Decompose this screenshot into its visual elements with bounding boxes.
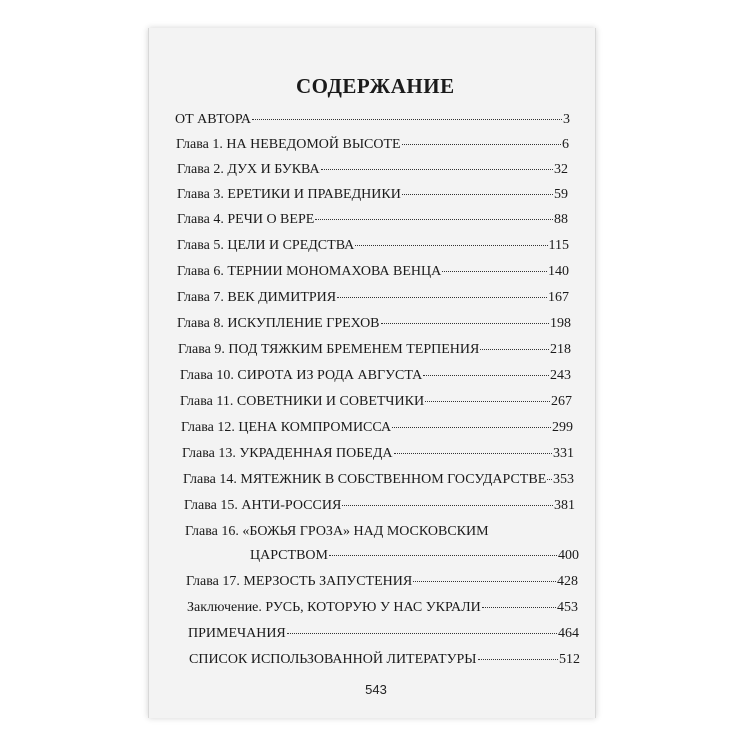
toc-entry[interactable] [180,394,572,410]
toc-entry-title: АНТИ-РОССИЯ [241,498,342,513]
dot-leader [425,401,550,402]
toc-entry-page: 198 [550,316,571,331]
toc-entry[interactable] [177,264,569,280]
toc-entry-prefix: Глава 6. [177,264,224,279]
toc-entry-title: ПОД ТЯЖКИМ БРЕМЕНЕМ ТЕРПЕНИЯ [228,342,480,357]
toc-entry-prefix: Глава 7. [177,290,224,305]
toc-entry[interactable] [177,290,569,306]
toc-entry-page: 331 [553,446,574,461]
toc-entry-prefix: Глава 13. [182,446,236,461]
toc-entry[interactable] [177,162,568,178]
toc-entry-page: 167 [548,290,569,305]
toc-entry-label [186,574,412,590]
toc-entry[interactable] [176,137,569,153]
dot-leader [402,144,561,145]
toc-entry-label [175,112,251,128]
toc-entry-prefix: Глава 1. [176,137,223,152]
toc-entry-label [184,498,341,514]
dot-leader [547,479,552,480]
dot-leader [329,555,557,556]
toc-entry-prefix: Заключение. [187,600,262,615]
dot-leader [252,119,562,120]
dot-leader [402,194,553,195]
toc-entry-page: 59 [554,187,568,202]
toc-entry-title: ДУХ И БУКВА [227,162,320,177]
toc-entry-title: ВЕК ДИМИТРИЯ [227,290,337,305]
dot-leader [482,607,556,608]
dot-leader [355,245,547,246]
toc-entry-title: УКРАДЕННАЯ ПОБЕДА [239,446,393,461]
dot-leader [381,323,549,324]
toc-entry-label [177,212,314,228]
toc-entry-page: 299 [552,420,573,435]
toc-entry-label [189,652,477,668]
toc-entry-page: 6 [562,137,569,152]
toc-entry-prefix: Глава 17. [186,574,240,589]
toc-entry-page: 353 [553,472,574,487]
toc-entry-title: СОВЕТНИКИ И СОВЕТЧИКИ [236,394,425,409]
toc-entry-title: РЕЧИ О ВЕРЕ [227,212,315,227]
toc-entry-label [187,600,481,616]
toc-entry-prefix: Глава 8. [177,316,224,331]
toc-entry-page: 140 [548,264,569,279]
toc-entry-prefix: Глава 3. [177,187,224,202]
toc-entry-prefix: Глава 14. [183,472,237,487]
dot-leader [423,375,549,376]
toc-entry-line1 [185,524,489,540]
toc-entry-title: ОТ АВТОРА [175,112,252,127]
dot-leader [478,659,559,660]
toc-entry-label [177,290,336,306]
toc-entry-title: ЕРЕТИКИ И ПРАВЕДНИКИ [227,187,401,202]
toc-entry-title: МЕРЗОСТЬ ЗАПУСТЕНИЯ [243,574,413,589]
toc-entry-page: 88 [554,212,568,227]
toc-entry-prefix: Глава 2. [177,162,224,177]
toc-entry-label [177,238,354,254]
toc-entry-title-continued: ЦАРСТВОМ [250,548,328,563]
toc-entry[interactable] [178,342,571,358]
toc-entry[interactable] [182,446,574,462]
toc-entry-prefix: Глава 5. [177,238,224,253]
toc-entry-label [188,626,286,642]
toc-entry[interactable] [250,548,579,564]
toc-entry-page: 400 [558,548,579,563]
toc-entry-label [178,342,479,358]
toc-entry-label [181,420,391,436]
toc-entry-title: ПРИМЕЧАНИЯ [188,626,286,641]
toc-entry[interactable] [187,600,578,616]
toc-entry-prefix: Глава 9. [178,342,225,357]
dot-leader [392,427,551,428]
toc-entry[interactable] [184,498,575,514]
dot-leader [342,505,553,506]
dot-leader [442,271,547,272]
toc-entry-page: 453 [557,600,578,615]
toc-entry-page: 3 [563,112,570,127]
toc-entry-page: 243 [550,368,571,383]
toc-entry-label [182,446,393,462]
dot-leader [480,349,549,350]
toc-entry-title: МЯТЕЖНИК В СОБСТВЕННОМ ГОСУДАРСТВЕ [240,472,547,487]
dot-leader [394,453,553,454]
toc-entry-prefix: Глава 11. [180,394,234,409]
toc-entry-title: ТЕРНИИ МОНОМАХОВА ВЕНЦА [227,264,442,279]
toc-entry-page: 267 [551,394,572,409]
dot-leader [287,633,557,634]
toc-entry-title: ИСКУПЛЕНИЕ ГРЕХОВ [227,316,380,331]
page-number: 543 [365,682,387,697]
toc-entry[interactable] [183,472,574,488]
toc-entry[interactable] [181,420,573,436]
toc-entry-label [183,472,546,488]
toc-entry[interactable] [189,652,580,668]
toc-entry-label [180,394,424,410]
toc-entry-page: 218 [550,342,571,357]
dot-leader [321,169,553,170]
toc-entry-label [180,368,422,384]
toc-entry-page: 428 [557,574,578,589]
toc-entry-label [177,187,401,203]
toc-entry-title: РУСЬ, КОТОРУЮ У НАС УКРАЛИ [265,600,481,615]
toc-entry[interactable] [177,187,568,203]
toc-entry-title: НА НЕВЕДОМОЙ ВЫСОТЕ [226,137,401,152]
toc-entry-title: СИРОТА ИЗ РОДА АВГУСТА [237,368,423,383]
toc-entry-prefix: Глава 10. [180,368,234,383]
toc-entry-prefix: Глава 15. [184,498,238,513]
toc-entry-page: 115 [548,238,569,253]
toc-entry-title: ЦЕЛИ И СРЕДСТВА [227,238,355,253]
toc-entry-label [176,137,401,153]
toc-entry[interactable] [175,112,570,128]
toc-entry[interactable] [186,574,578,590]
dot-leader [315,219,553,220]
dot-leader [337,297,547,298]
dot-leader [413,581,556,582]
toc-entry-label [177,264,441,280]
page-title: СОДЕРЖАНИЕ [296,74,455,98]
toc-entry[interactable] [177,238,569,254]
toc-entry-label [177,316,380,332]
toc-entry-prefix: Глава 4. [177,212,224,227]
toc-entry-title: ЦЕНА КОМПРОМИССА [238,420,392,435]
toc-entry[interactable] [177,316,571,332]
toc-entry-page: 32 [554,162,568,177]
toc-entry-label [177,162,320,178]
toc-entry-title: СПИСОК ИСПОЛЬЗОВАННОЙ ЛИТЕРАТУРЫ [189,652,477,667]
toc-entry-title: «БОЖЬЯ ГРОЗА» НАД МОСКОВСКИМ [242,524,489,539]
toc-entry-prefix: Глава 12. [181,420,235,435]
toc-entry[interactable] [188,626,579,642]
toc-entry[interactable] [180,368,571,384]
toc-entry-page: 512 [559,652,580,667]
toc-entry-page: 381 [554,498,575,513]
toc-entry[interactable] [177,212,568,228]
toc-entry-page: 464 [558,626,579,641]
toc-entry-prefix: Глава 16. [185,524,239,539]
